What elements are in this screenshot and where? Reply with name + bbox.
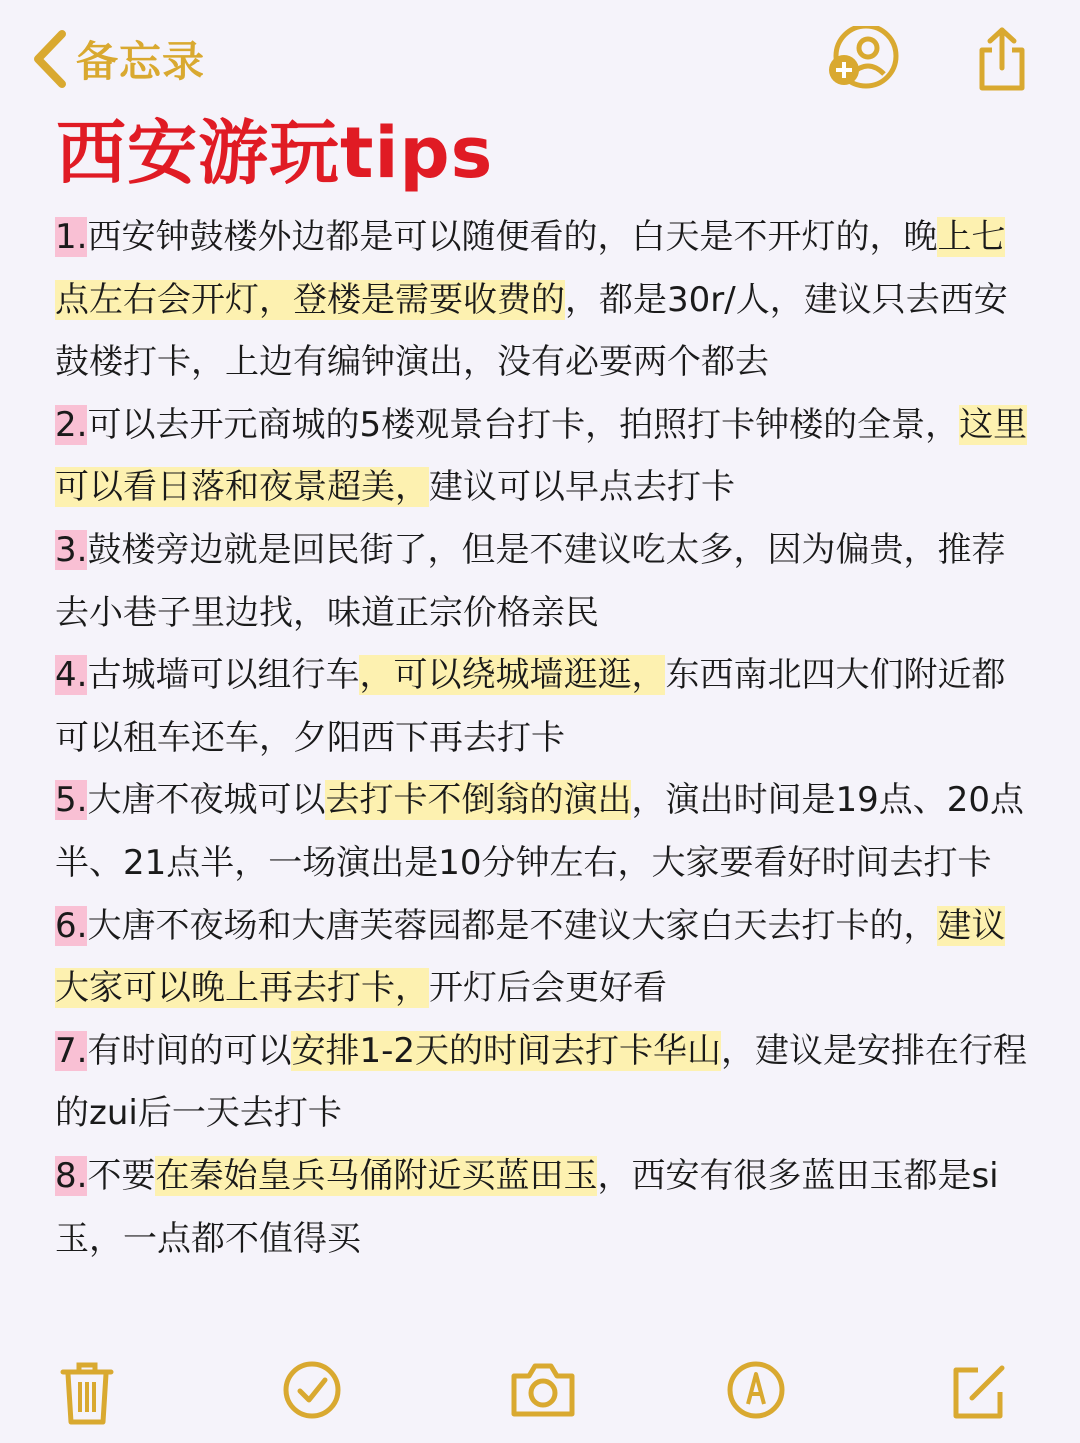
highlighted-text: ，可以绕城墙逛逛， [359,655,666,696]
camera-button[interactable] [509,1360,577,1418]
markup-button[interactable] [726,1360,786,1420]
note-item-3 [55,519,1030,644]
compose-icon [948,1360,1010,1422]
body-text: 古城墙可以组行车 [87,655,360,696]
note-item-5 [55,769,1030,894]
item-number: 8. [55,1155,88,1196]
item-number: 1. [55,217,88,257]
note-title[interactable]: 西安游玩tips [56,112,494,194]
body-text: ，西安有很多蓝田玉都是si玉，一点都不值得买 [55,1155,999,1259]
body-text: 大唐不夜城可以 [87,780,326,821]
bottom-toolbar [0,1350,1080,1443]
trash-icon [60,1360,114,1426]
highlighted-text: 安排1-2天的时间去打卡华山 [291,1030,721,1071]
body-text: 不要 [87,1155,156,1196]
chevron-left-icon [30,28,70,90]
item-number: 5. [55,780,88,821]
navigation-bar [0,0,1080,115]
body-text: ，演出时间是19点、20点半、21点半，一场演出是10分钟左右，大家要看好时间去打卡 [55,780,1024,883]
note-item-7 [55,1020,1030,1145]
delete-button[interactable] [60,1360,114,1426]
item-number: 4. [55,655,88,696]
checklist-icon [282,1360,342,1420]
body-text: 建议可以早点去打卡 [429,467,735,508]
note-item-6 [55,895,1030,1020]
note-item-1 [55,206,1030,394]
share-note-button[interactable] [826,26,902,90]
note-body[interactable] [55,206,1030,1270]
highlighted-text: 上七点左右会开灯，登楼是需要收费的 [55,217,1006,320]
add-people-icon [826,26,902,90]
highlighted-text: 在秦始皇兵马俑附近买蓝田玉 [155,1155,598,1196]
item-number: 6. [55,905,88,946]
markup-pen-icon [726,1360,786,1420]
highlighted-text: 建议大家可以晚上再去打卡， [55,905,1006,1009]
note-item-4 [55,644,1030,769]
item-number: 7. [55,1030,88,1071]
back-button-label: 备忘录 [76,37,206,86]
body-text: ，都是30r/人，建议只去西安鼓楼打卡，上边有编钟演出，没有必要两个都去 [55,279,1008,383]
body-text: 开灯后会更好看 [429,968,667,1009]
body-text: 大唐不夜场和大唐芙蓉园都是不建议大家白天去打卡的， [87,905,938,946]
camera-icon [509,1360,577,1418]
note-item-8 [55,1145,1030,1270]
item-number: 3. [55,529,88,570]
checklist-button[interactable] [282,1360,342,1420]
body-text: 东西南北四大们附近都可以租车还车，夕阳西下再去打卡 [55,655,1006,758]
body-text: 鼓楼旁边就是回民街了，但是不建议吃太多，因为偏贵，推荐去小巷子里边找，味道正宗价格亲民 [55,529,1006,633]
body-text: 可以去开元商城的5楼观景台打卡，拍照打卡钟楼的全景， [87,404,960,445]
share-icon [974,26,1030,92]
share-button[interactable] [974,26,1030,92]
body-text: 西安钟鼓楼外边都是可以随便看的，白天是不开灯的，晚 [87,217,938,257]
highlighted-text: 这里可以看日落和夜景超美， [55,404,1028,508]
body-text: 有时间的可以 [87,1030,292,1071]
body-text: ，建议是安排在行程的zui后一天去打卡 [55,1030,1027,1134]
note-item-2 [55,394,1030,519]
compose-button[interactable] [948,1360,1010,1422]
back-button[interactable] [30,28,205,90]
highlighted-text: 去打卡不倒翁的演出 [325,780,632,821]
item-number: 2. [55,404,88,445]
